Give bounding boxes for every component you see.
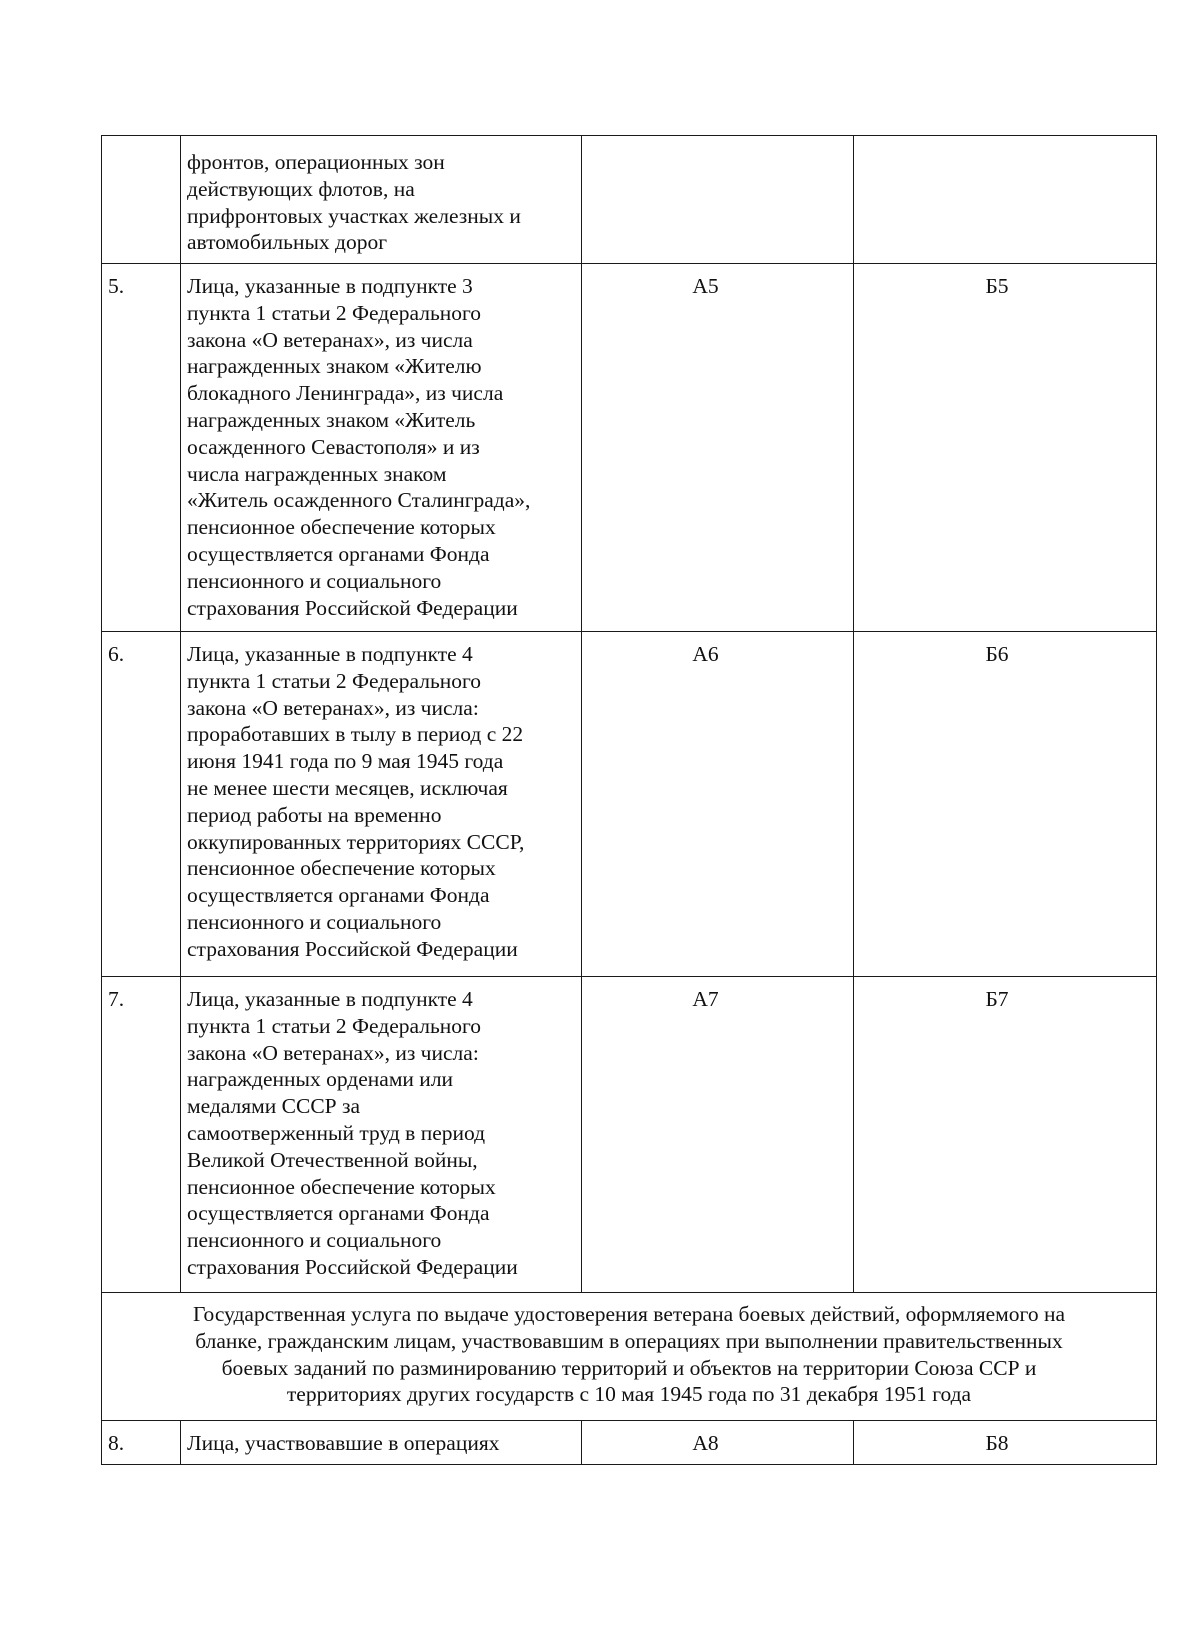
- row-number: [102, 136, 181, 264]
- section-header-line: бланке, гражданским лицам, участвовавшим в операциях при выполнении правительственных: [195, 1328, 1063, 1353]
- description-line: автомобильных дорог: [187, 230, 388, 255]
- description-line: закона «О ветеранах», из числа:: [187, 695, 479, 720]
- code-a-cell: А6: [582, 632, 854, 977]
- description-line: пенсионного и социального: [187, 1228, 442, 1253]
- description-line: награжденных знаком «Жителю: [187, 354, 482, 379]
- description-line: пенсионного и социального: [187, 568, 442, 593]
- description-line: пенсионное обеспечение которых: [187, 515, 496, 540]
- description-line: июня 1941 года по 9 мая 1945 года: [187, 749, 504, 774]
- description-line: Лица, указанные в подпункте 4: [187, 987, 473, 1011]
- description-line: закона «О ветеранах», из числа:: [187, 1040, 479, 1065]
- row-description: [181, 1421, 582, 1465]
- description-line: пункта 1 статьи 2 Федерального: [187, 300, 482, 325]
- description-line: оккупированных территориях СССР,: [187, 829, 525, 854]
- description-line: действующих флотов, на: [187, 176, 415, 201]
- table-row: [102, 977, 1157, 1293]
- row-description: [181, 632, 582, 977]
- description-line: не менее шести месяцев, исключая: [187, 775, 508, 800]
- description-line: осуществляется органами Фонда: [187, 883, 490, 908]
- description-line: награжденных знаком «Житель: [187, 407, 476, 432]
- code-a-cell: А7: [582, 977, 854, 1293]
- description-line: пенсионного и социального: [187, 909, 442, 934]
- row-description: [181, 136, 582, 264]
- row-description: [181, 977, 582, 1293]
- description-line: Лица, участвовавшие в операциях: [187, 1431, 500, 1455]
- table-row: [102, 136, 1157, 264]
- section-header-line: боевых заданий по разминированию территорий и объектов на территории Союза ССР и: [221, 1355, 1037, 1380]
- section-header: [102, 1293, 1157, 1421]
- section-header-line: Государственная услуга по выдаче удостоверения ветерана боевых действий, оформляемого на: [193, 1302, 1065, 1326]
- description-line: блокадного Ленинграда», из числа: [187, 381, 504, 406]
- section-header-line: территориях других государств с 10 мая 1945 года по 31 декабря 1951 года: [286, 1382, 972, 1407]
- row-number: 8.: [102, 1421, 181, 1465]
- code-b-cell: Б7: [854, 977, 1157, 1293]
- description-line: Великой Отечественной войны,: [187, 1147, 478, 1172]
- description-line: страхования Российской Федерации: [187, 595, 518, 620]
- description-line: страхования Российской Федерации: [187, 936, 518, 961]
- table-row: [102, 264, 1157, 632]
- code-a-cell: А8: [582, 1421, 854, 1465]
- code-b-cell: Б8: [854, 1421, 1157, 1465]
- description-line: Лица, указанные в подпункте 4: [187, 642, 473, 666]
- description-line: Лица, указанные в подпункте 3: [187, 274, 473, 298]
- table-row: [102, 632, 1157, 977]
- description-line: страхования Российской Федерации: [187, 1254, 518, 1279]
- description-line: пункта 1 статьи 2 Федерального: [187, 668, 482, 693]
- description-line: период работы на временно: [187, 802, 442, 827]
- description-line: проработавших в тылу в период с 22: [187, 722, 524, 747]
- row-number: 5.: [102, 264, 181, 632]
- description-line: награжденных орденами или: [187, 1067, 454, 1092]
- row-description: [181, 264, 582, 632]
- table-row: [102, 1421, 1157, 1465]
- code-a-cell: [582, 136, 854, 264]
- code-a-cell: А5: [582, 264, 854, 632]
- description-line: самоотверженный труд в период: [187, 1120, 486, 1145]
- description-line: осажденного Севастополя» и из: [187, 434, 480, 459]
- row-number: 6.: [102, 632, 181, 977]
- description-line: фронтов, операционных зон: [187, 150, 445, 174]
- description-line: «Житель осажденного Сталинграда»,: [187, 488, 531, 513]
- description-line: закона «О ветеранах», из числа: [187, 327, 473, 352]
- description-line: пункта 1 статьи 2 Федерального: [187, 1013, 482, 1038]
- description-line: прифронтовых участках железных и: [187, 203, 521, 228]
- veterans-table: [101, 135, 1157, 1465]
- code-b-cell: [854, 136, 1157, 264]
- description-line: осуществляется органами Фонда: [187, 1201, 490, 1226]
- description-line: осуществляется органами Фонда: [187, 541, 490, 566]
- description-line: пенсионное обеспечение которых: [187, 1174, 496, 1199]
- description-line: пенсионное обеспечение которых: [187, 856, 496, 881]
- description-line: медалями СССР за: [187, 1094, 361, 1119]
- description-line: числа награжденных знаком: [187, 461, 447, 486]
- code-b-cell: Б6: [854, 632, 1157, 977]
- section-header-row: [102, 1293, 1157, 1421]
- code-b-cell: Б5: [854, 264, 1157, 632]
- row-number: 7.: [102, 977, 181, 1293]
